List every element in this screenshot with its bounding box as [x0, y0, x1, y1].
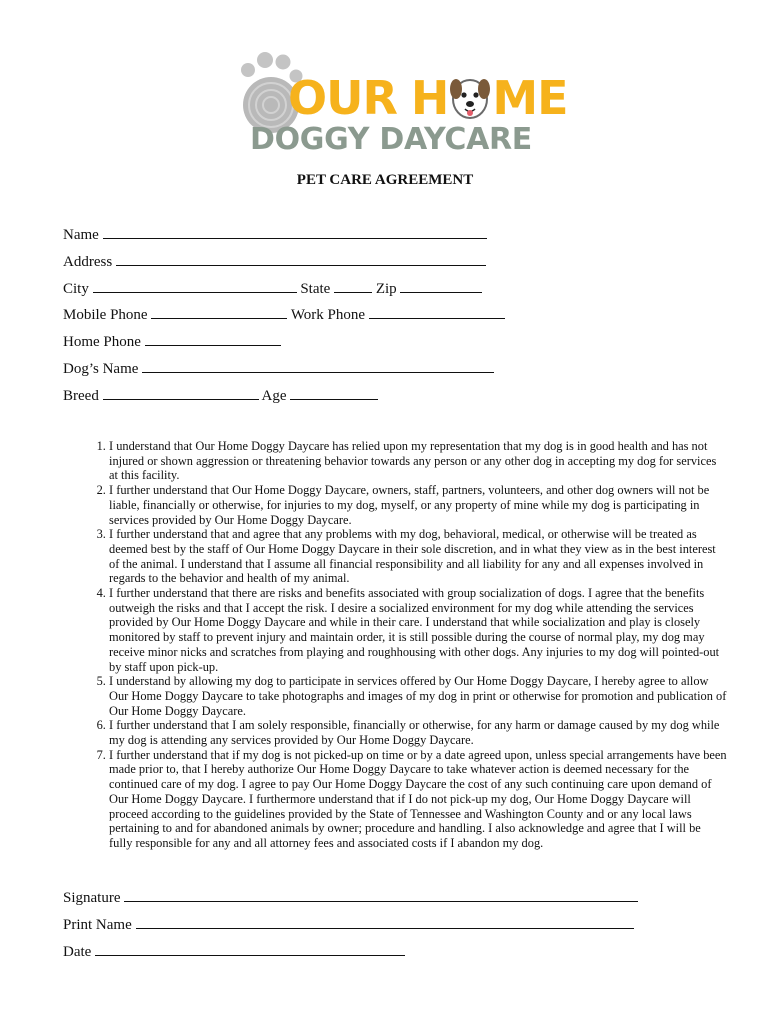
home-phone-label: Home Phone: [63, 334, 141, 350]
age-label: Age: [261, 388, 287, 404]
name-row: [63, 226, 487, 244]
name-field[interactable]: [103, 226, 487, 239]
breed-row: [63, 387, 378, 405]
signature-field[interactable]: [124, 889, 638, 902]
term-item: 3. I further understand that and agree that any problems with my dog, behavioral, medical, or otherwise will be treated as deemed best by the staff of Our Home Doggy Daycare in their sole discretion, and in what they view as in the best interest of the animal. I understand that I assume all financial responsibility and all liability for any and all expenses involved in regards to the behavior and health of my animal.: [109, 527, 727, 586]
term-item: 1. I understand that Our Home Doggy Daycare has relied upon my representation that my dog is in good health and has not injured or shown aggression or threatening behavior towards any person or any other dog in accepting my dog for services at this facility.: [109, 439, 727, 483]
work-phone-field[interactable]: [369, 306, 505, 319]
name-label: Name: [63, 227, 99, 243]
print-name-row: [63, 916, 634, 934]
city-field[interactable]: [93, 280, 297, 293]
home-phone-field[interactable]: [145, 333, 281, 346]
term-item: 2. I further understand that Our Home Doggy Daycare, owners, staff, partners, volunteers, and other dog owners will not be liable, financially or otherwise, for injuries to my dog, myself, or any property of mine while my dog is participating in services provided by Our Home Doggy Daycare.: [109, 483, 727, 527]
dogs-name-label: Dog’s Name: [63, 361, 139, 377]
print-name-field[interactable]: [136, 916, 634, 929]
terms-list: [63, 439, 727, 851]
state-field[interactable]: [334, 280, 372, 293]
city-label: City: [63, 281, 89, 297]
signature-row: [63, 889, 638, 907]
date-row: [63, 943, 405, 961]
dog-face-icon: [449, 73, 491, 123]
dogs-name-field[interactable]: [142, 360, 494, 373]
print-name-label: Print Name: [63, 917, 132, 933]
mobile-phone-label: Mobile Phone: [63, 307, 148, 323]
state-label: State: [300, 281, 331, 297]
city-row: [63, 280, 482, 298]
mobile-phone-field[interactable]: [151, 306, 287, 319]
zip-field[interactable]: [400, 280, 482, 293]
work-phone-label: Work Phone: [290, 307, 366, 323]
breed-label: Breed: [63, 388, 99, 404]
address-label: Address: [63, 254, 113, 270]
home-phone-row: [63, 333, 281, 351]
logo-text-our: OUR: [288, 71, 397, 125]
dogs-name-row: [63, 360, 494, 378]
date-label: Date: [63, 944, 92, 960]
phone-row: [63, 306, 505, 324]
logo-line2: DOGGY DAYCARE: [250, 122, 532, 157]
logo-text-h: H: [410, 71, 449, 125]
daycare-logo: [236, 50, 568, 157]
address-row: [63, 253, 486, 271]
page-title: PET CARE AGREEMENT: [296, 172, 474, 188]
signature-label: Signature: [63, 890, 121, 906]
logo-line1: [288, 72, 568, 124]
age-field[interactable]: [290, 387, 378, 400]
date-field[interactable]: [95, 943, 405, 956]
breed-field[interactable]: [103, 387, 259, 400]
term-item: 5. I understand by allowing my dog to participate in services offered by Our Home Doggy Daycare, I hereby agree to allow Our Home Doggy Daycare to take photographs and images of my dog in print or otherwise for promotion and publication of Our Home Doggy Daycare.: [109, 674, 727, 718]
zip-label: Zip: [375, 281, 397, 297]
term-item: 4. I further understand that there are risks and benefits associated with group socialization of dogs. I agree that the benefits outweigh the risks and that I accept the risk. I desire a socialized environment for my dog while attending the services provided by Our Home Doggy Daycare and while in their care. I understand that while socialization and play is closely monitored by staff to prevent injury and maintain order, it is still possible during the course of normal play, my dog may receive minor nicks and scratches from playing and roughhousing with other dogs. Any injuries to my dog will pointed-out by staff upon pick-up.: [109, 586, 727, 674]
logo-text-me: ME: [492, 71, 568, 125]
term-item: 6. I further understand that I am solely responsible, financially or otherwise, for any harm or damage caused by my dog while my dog is attending any services provided by Our Home Doggy Daycare.: [109, 718, 727, 747]
address-field[interactable]: [116, 253, 486, 266]
term-item: 7. I further understand that if my dog is not picked-up on time or by a date agreed upon, unless special arrangements have been made prior to, that I hereby authorize Our Home Doggy Daycare to take whatever action is deemed necessary for the continued care of my dog. I agree to pay Our Home Doggy Daycare the cost of any such continuing care upon demand of Our Home Doggy Daycare. I furthermore understand that if I do not pick-up my dog, Our Home Doggy Daycare will proceed according to the guidelines provided by the State of Tennessee and Washington County and or any local laws pertaining to and for abandoned animals by owner; procedure and handling. I also acknowledge and agree that I will be fully responsible for any and all attorney fees and associated costs if I abandon my dog.: [109, 748, 727, 851]
